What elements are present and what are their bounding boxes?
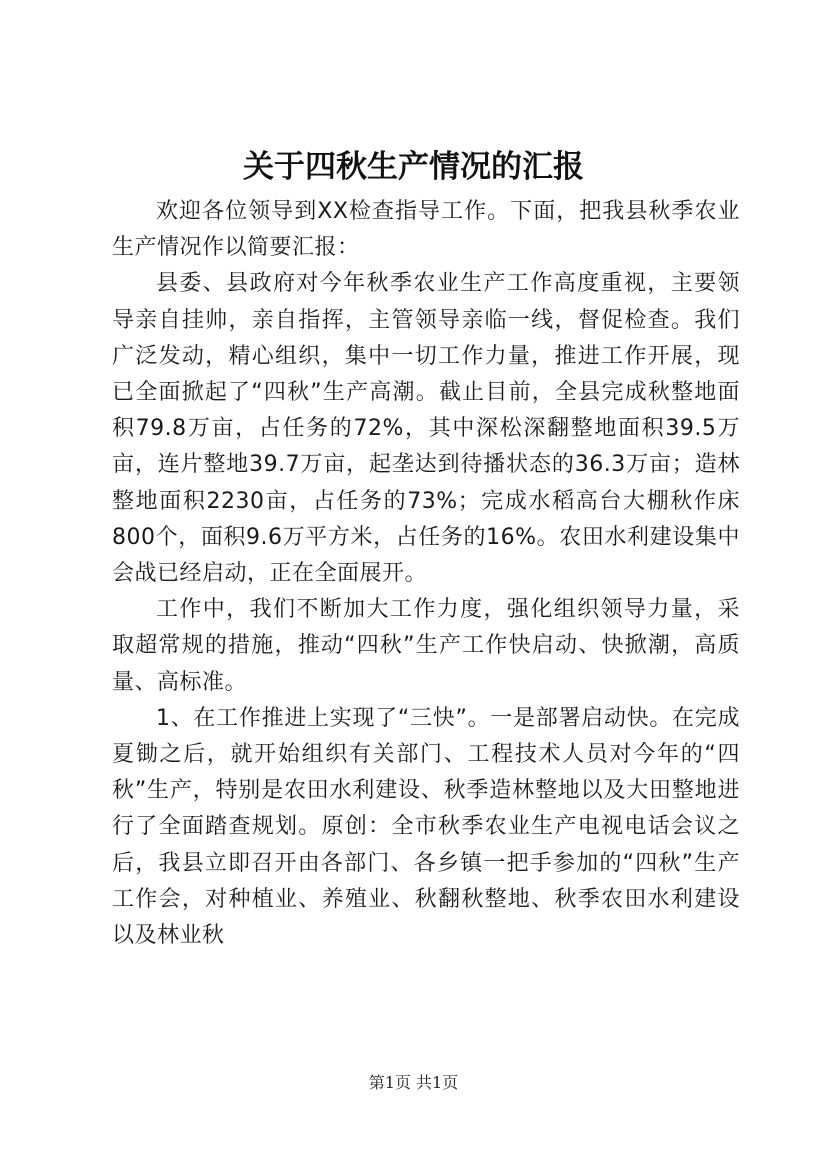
document-body: [112, 194, 740, 954]
paragraph-three-fast: 1、在工作推进上实现了“三快”。一是部署启动快。在完成夏锄之后，就开始组织有关部门、工程技术人员对今年的“四秋”生产，特别是农田水利建设、秋季造林整地以及大田整地进行了全面踏查规划。原创：全市秋季农业生产电视电话会议之后，我县立即召开由各部门、各乡镇一把手参加的“四秋”生产工作会，对种植业、养殖业、秋翻秋整地、秋季农田水利建设以及林业秋: [112, 705, 740, 949]
page-footer: 第1页 共1页: [368, 1073, 459, 1092]
paragraph-measures: 工作中，我们不断加大工作力度，强化组织领导力量，采取超常规的措施，推动“四秋”生产工作快启动、快掀潮，高质量、高标准。: [112, 597, 740, 695]
paragraph-overview: 县委、县政府对今年秋季农业生产工作高度重视，主要领导亲自挂帅，亲自指挥，主管领导亲临一线，督促检查。我们广泛发动，精心组织，集中一切工作力量，推进工作开展，现已全面掀起了“四秋”生产高潮。截止目前，全县完成秋整地面积79.8万亩，占任务的72%，其中深松深翻整地面积39.5万亩，连片整地39.7万亩，起垄达到待播状态的36.3万亩；造林整地面积2230亩，占任务的73%；完成水稻高台大棚秋作床800个，面积9.6万平方米，占任务的16%。农田水利建设集中会战已经启动，正在全面展开。: [112, 271, 740, 587]
paragraph-greeting: 欢迎各位领导到XX检查指导工作。下面，把我县秋季农业生产情况作以简要汇报：: [112, 199, 740, 261]
document-title: 关于四秋生产情况的汇报: [243, 149, 584, 185]
